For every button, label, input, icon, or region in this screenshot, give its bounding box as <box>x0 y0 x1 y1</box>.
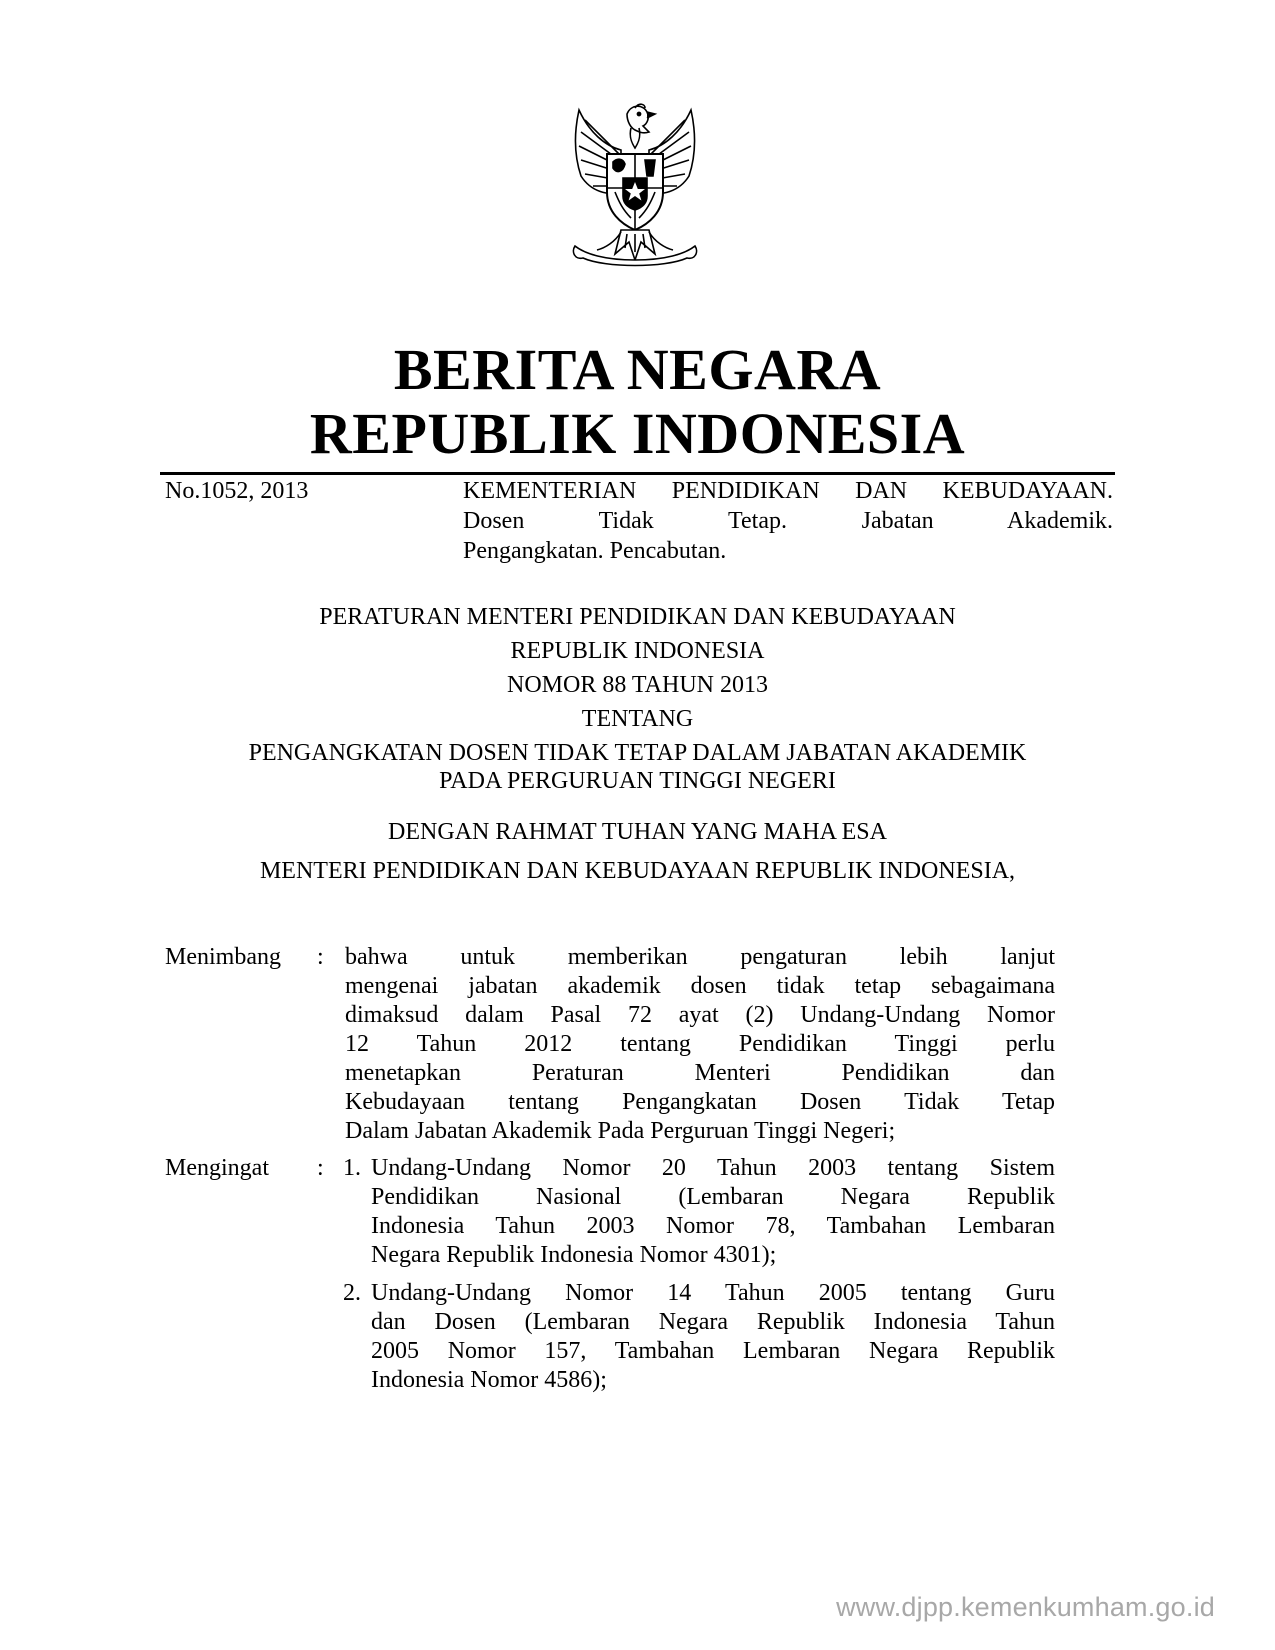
mengingat-item-number: 2. <box>343 1280 361 1306</box>
mengingat-item-line: Pendidikan Nasional (Lembaran Negara Republik <box>371 1184 1055 1210</box>
issue-subject <box>463 476 1113 566</box>
mengingat-item-line: Undang-Undang Nomor 14 Tahun 2005 tentang Guru <box>371 1280 1055 1306</box>
mengingat-colon: : <box>317 1155 324 1181</box>
menimbang-text <box>345 943 1055 1146</box>
menimbang-label: Menimbang <box>165 944 281 970</box>
regulation-invocation: DENGAN RAHMAT TUHAN YANG MAHA ESA <box>388 819 887 845</box>
menimbang-line: menetapkan Peraturan Menteri Pendidikan dan <box>345 1060 1055 1086</box>
masthead-title-line-2: REPUBLIK INDONESIA <box>309 401 966 466</box>
menimbang-line: mengenai jabatan akademik dosen tidak tetap sebagaimana <box>345 973 1055 999</box>
regulation-subject-line: PENGANGKATAN DOSEN TIDAK TETAP DALAM JABATAN AKADEMIK <box>248 740 1027 766</box>
mengingat-item-line: Indonesia Nomor 4586); <box>371 1367 607 1393</box>
mengingat-item-line: Negara Republik Indonesia Nomor 4301); <box>371 1242 777 1268</box>
issue-subject-line: KEMENTERIAN PENDIDIKAN DAN KEBUDAYAAN. <box>463 478 1113 504</box>
menimbang-line: bahwa untuk memberikan pengaturan lebih lanjut <box>345 944 1055 970</box>
mengingat-item-text <box>371 1279 1055 1395</box>
menimbang-line: Dalam Jabatan Akademik Pada Perguruan Tinggi Negeri; <box>345 1118 896 1144</box>
footer-watermark: www.djpp.kemenkumham.go.id <box>836 1592 1215 1622</box>
regulation-title-line: PERATURAN MENTERI PENDIDIKAN DAN KEBUDAYAAN <box>319 604 956 630</box>
mengingat-item-line: Indonesia Tahun 2003 Nomor 78, Tambahan Lembaran <box>371 1213 1055 1239</box>
garuda-pancasila-emblem-icon <box>535 92 735 292</box>
regulation-subject-line: PADA PERGURUAN TINGGI NEGERI <box>439 768 836 794</box>
menimbang-line: dimaksud dalam Pasal 72 ayat (2) Undang-Undang Nomor <box>345 1002 1055 1028</box>
regulation-title-line: REPUBLIK INDONESIA <box>510 638 765 664</box>
mengingat-item-text <box>371 1154 1055 1270</box>
mengingat-item-line: 2005 Nomor 157, Tambahan Lembaran Negara Republik <box>371 1338 1055 1364</box>
regulation-tentang: TENTANG <box>581 706 694 732</box>
mengingat-item-line: dan Dosen (Lembaran Negara Republik Indonesia Tahun <box>371 1309 1055 1335</box>
mengingat-label: Mengingat <box>165 1155 269 1181</box>
menimbang-line: Kebudayaan tentang Pengangkatan Dosen Tidak Tetap <box>345 1089 1055 1115</box>
masthead-divider <box>160 472 1115 475</box>
issue-number: No.1052, 2013 <box>165 478 309 504</box>
masthead-title-line-1: BERITA NEGARA <box>393 337 882 402</box>
regulation-number: NOMOR 88 TAHUN 2013 <box>507 672 768 698</box>
mengingat-item-line: Undang-Undang Nomor 20 Tahun 2003 tentang Sistem <box>371 1155 1055 1181</box>
regulation-authority: MENTERI PENDIDIKAN DAN KEBUDAYAAN REPUBLIK INDONESIA, <box>259 858 1016 884</box>
issue-subject-line: Pengangkatan. Pencabutan. <box>463 538 727 564</box>
menimbang-colon: : <box>317 944 324 970</box>
menimbang-line: 12 Tahun 2012 tentang Pendidikan Tinggi perlu <box>345 1031 1055 1057</box>
mengingat-item-number: 1. <box>343 1155 361 1181</box>
issue-subject-line: Dosen Tidak Tetap. Jabatan Akademik. <box>463 508 1113 534</box>
